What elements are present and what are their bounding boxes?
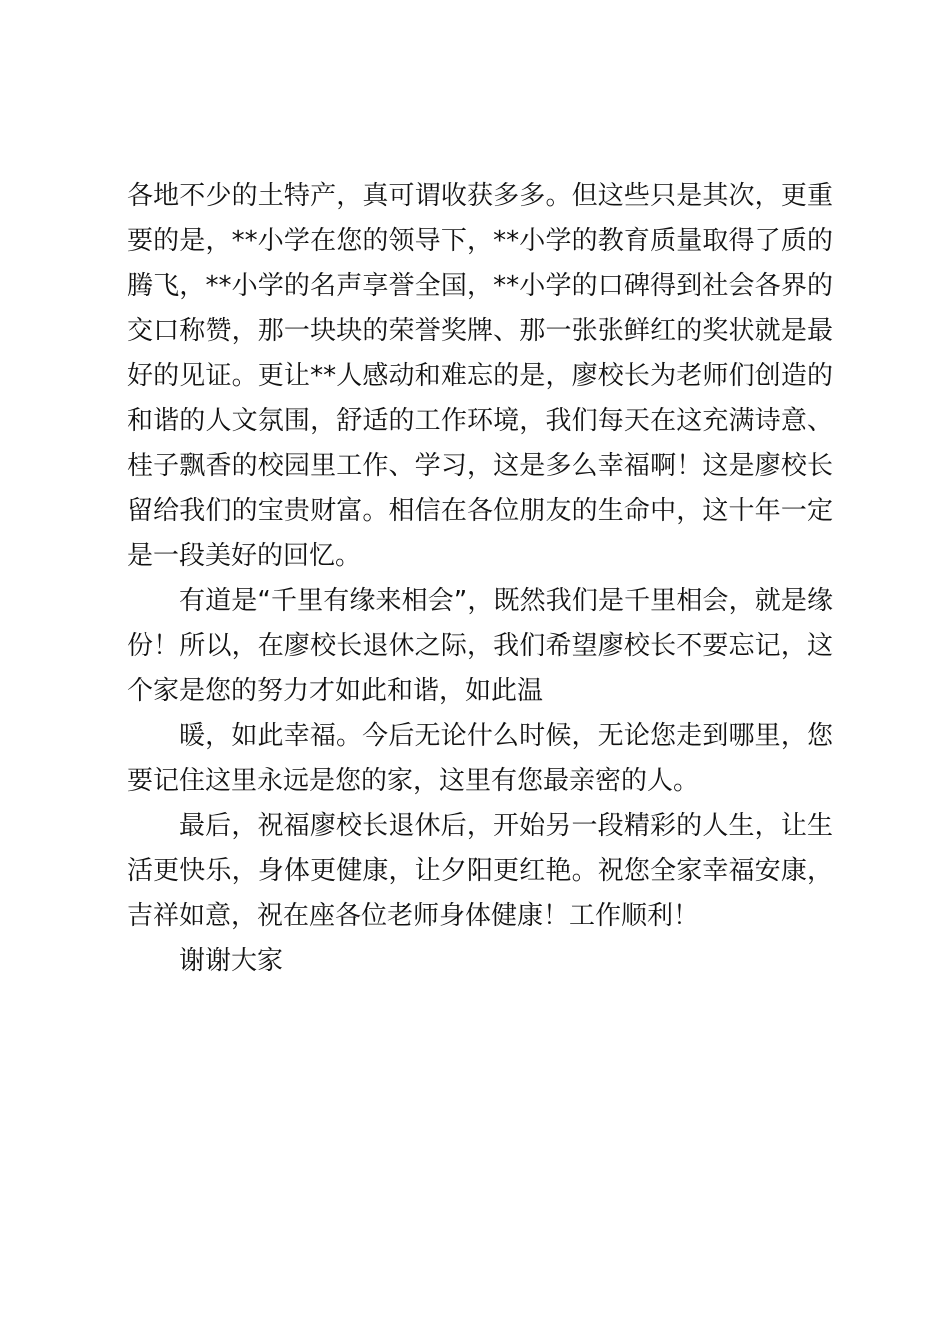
text-line: 腾飞，**小学的名声享誉全国，**小学的口碑得到社会各界的 xyxy=(127,271,833,301)
text-line: 留给我们的宝贵财富。相信在各位朋友的生命中，这十年一定 xyxy=(127,496,833,526)
text-line: 是一段美好的回忆。 xyxy=(127,541,362,571)
document-body xyxy=(127,174,833,984)
text-line: 活更快乐，身体更健康，让夕阳更红艳。祝您全家幸福安康， xyxy=(127,856,833,886)
text-line: 个家是您的努力才如此和谐，如此温 xyxy=(127,676,544,706)
text-line: 要的是，**小学在您的领导下，**小学的教育质量取得了质的 xyxy=(127,226,833,256)
text-line: 最后，祝福廖校长退休后，开始另一段精彩的人生，让生 xyxy=(179,811,833,841)
text-line: 有道是“千里有缘来相会”，既然我们是千里相会，就是缘 xyxy=(179,586,833,616)
text-line: 暖，如此幸福。今后无论什么时候，无论您走到哪里，您 xyxy=(179,721,833,751)
text-line: 要记住这里永远是您的家，这里有您最亲密的人。 xyxy=(127,766,700,796)
text-line: 各地不少的土特产，真可谓收获多多。但这些只是其次，更重 xyxy=(127,181,833,211)
text-line: 谢谢大家 xyxy=(179,946,284,976)
text-line: 交口称赞，那一块块的荣誉奖牌、那一张张鲜红的奖状就是最 xyxy=(127,316,833,346)
text-line: 桂子飘香的校园里工作、学习，这是多么幸福啊！这是廖校长 xyxy=(127,451,833,481)
text-line: 好的见证。更让**人感动和难忘的是，廖校长为老师们创造的 xyxy=(127,361,833,391)
text-line: 份！所以，在廖校长退休之际，我们希望廖校长不要忘记，这 xyxy=(127,631,833,661)
text-line: 吉祥如意，祝在座各位老师身体健康！工作顺利！ xyxy=(127,901,700,931)
text-line: 和谐的人文氛围，舒适的工作环境，我们每天在这充满诗意、 xyxy=(127,406,833,436)
